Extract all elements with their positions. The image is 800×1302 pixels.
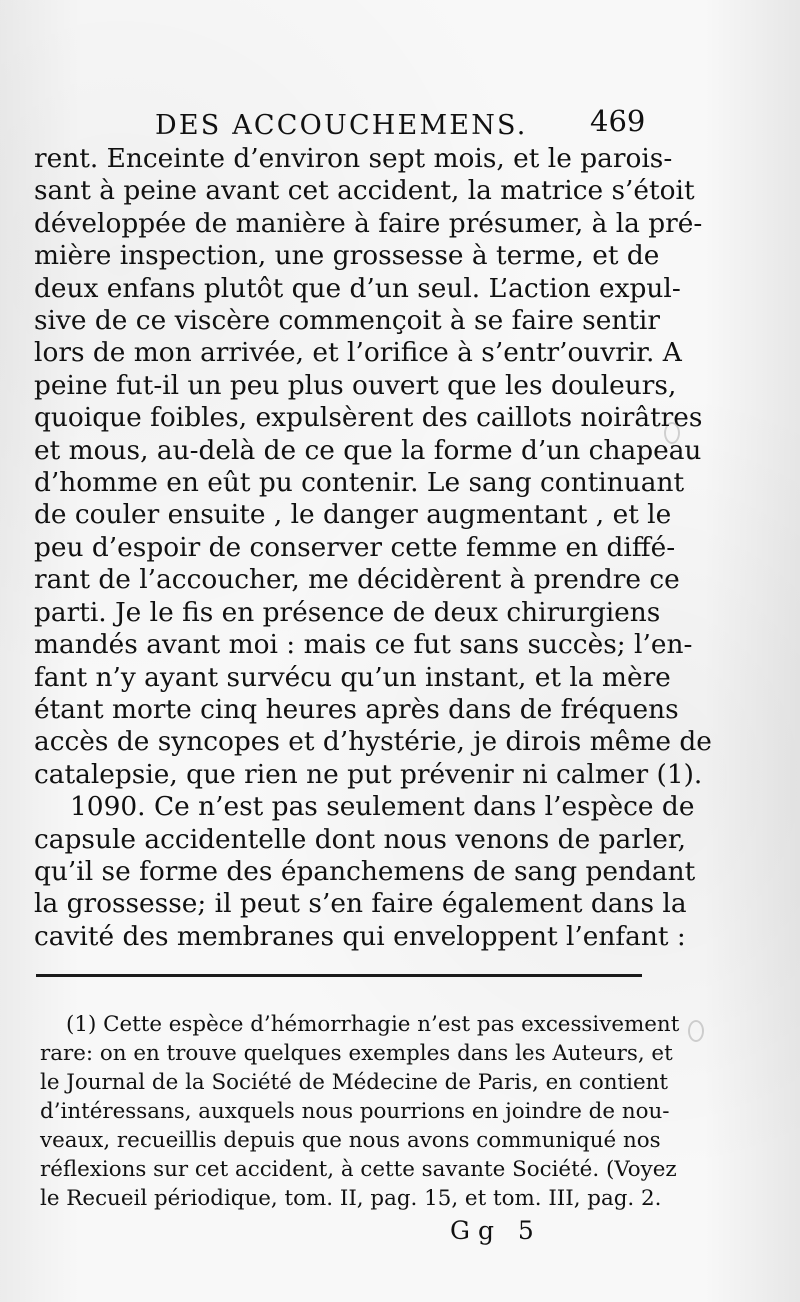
footnote-line: d’intéressans, auxquels nous pourrions en joindre de nou- [40, 1099, 670, 1124]
body-line: peu d’espoir de conserver cette femme en diffé- [34, 531, 676, 563]
footnote [40, 1010, 680, 1213]
footnote-rule [36, 974, 642, 977]
body-line: catalepsie, que rien ne put prévenir ni calmer (1). [34, 758, 703, 790]
body-line: et mous, au-delà de ce que la forme d’un chapeau [34, 434, 702, 466]
body-line: accès de syncopes et d’hystérie, je dirois même de [34, 726, 712, 758]
body-line: quoique foibles, expulsèrent des caillots noirâtres [34, 402, 703, 434]
body-line: deux enfans plutôt que d’un seul. L’action expul- [34, 272, 681, 304]
running-head: DES ACCOUCHEMENS. [155, 110, 528, 141]
body-line: fant n’y ayant survécu qu’un instant, et la mère [34, 661, 671, 693]
body-line: cavité des membranes qui enveloppent l’enfant : [34, 920, 686, 952]
show-through-mark [664, 422, 680, 444]
footnote-line: le Journal de la Société de Médecine de Paris, en contient [40, 1070, 668, 1095]
signature-mark: Gg 5 [450, 1216, 542, 1245]
paragraph-start-line: 1090. Ce n’est pas seulement dans l’espèce de [70, 791, 695, 823]
body-line: parti. Je le fis en présence de deux chirurgiens [34, 596, 661, 628]
footnote-line: le Recueil périodique, tom. II, pag. 15, et tom. III, pag. 2. [40, 1186, 662, 1211]
footnote-line: veaux, recueillis depuis que nous avons communiqué nos [40, 1128, 661, 1153]
body-line: sive de ce viscère commençoit à se faire sentir [34, 305, 660, 337]
show-through-mark [688, 1020, 704, 1042]
page-number: 469 [590, 104, 646, 138]
body-line: la grossesse; il peut s’en faire également dans la [34, 888, 687, 920]
body-line: mière inspection, une grossesse à terme, et de [34, 240, 660, 272]
body-line: développée de manière à faire présumer, à la pré- [34, 207, 703, 239]
main-text [34, 143, 712, 953]
footnote-line: (1) Cette espèce d’hémorrhagie n’est pas excessivement [66, 1012, 680, 1037]
body-line: rent. Enceinte d’environ sept mois, et le parois- [34, 143, 673, 174]
body-line: lors de mon arrivée, et l’orifice à s’entr’ouvrir. A [34, 337, 682, 369]
body-line: peine fut-il un peu plus ouvert que les douleurs, [34, 369, 677, 401]
body-line: rant de l’accoucher, me décidèrent à prendre ce [34, 564, 680, 596]
body-line: sant à peine avant cet accident, la matrice s’étoit [34, 175, 695, 207]
footnote-line: rare: on en trouve quelques exemples dans les Auteurs, et [40, 1041, 673, 1066]
body-line: qu’il se forme des épanchemens de sang pendant [34, 855, 696, 887]
body-line: d’homme en eût pu contenir. Le sang continuant [34, 467, 685, 499]
footnote-line: réflexions sur cet accident, à cette savante Société. (Voyez [40, 1157, 677, 1182]
body-line: mandés avant moi : mais ce fut sans succès; l’en- [34, 629, 693, 661]
body-line: de couler ensuite , le danger augmentant , et le [34, 499, 672, 531]
body-line: étant morte cinq heures après dans de fréquens [34, 693, 679, 725]
body-line: capsule accidentelle dont nous venons de parler, [34, 823, 686, 855]
